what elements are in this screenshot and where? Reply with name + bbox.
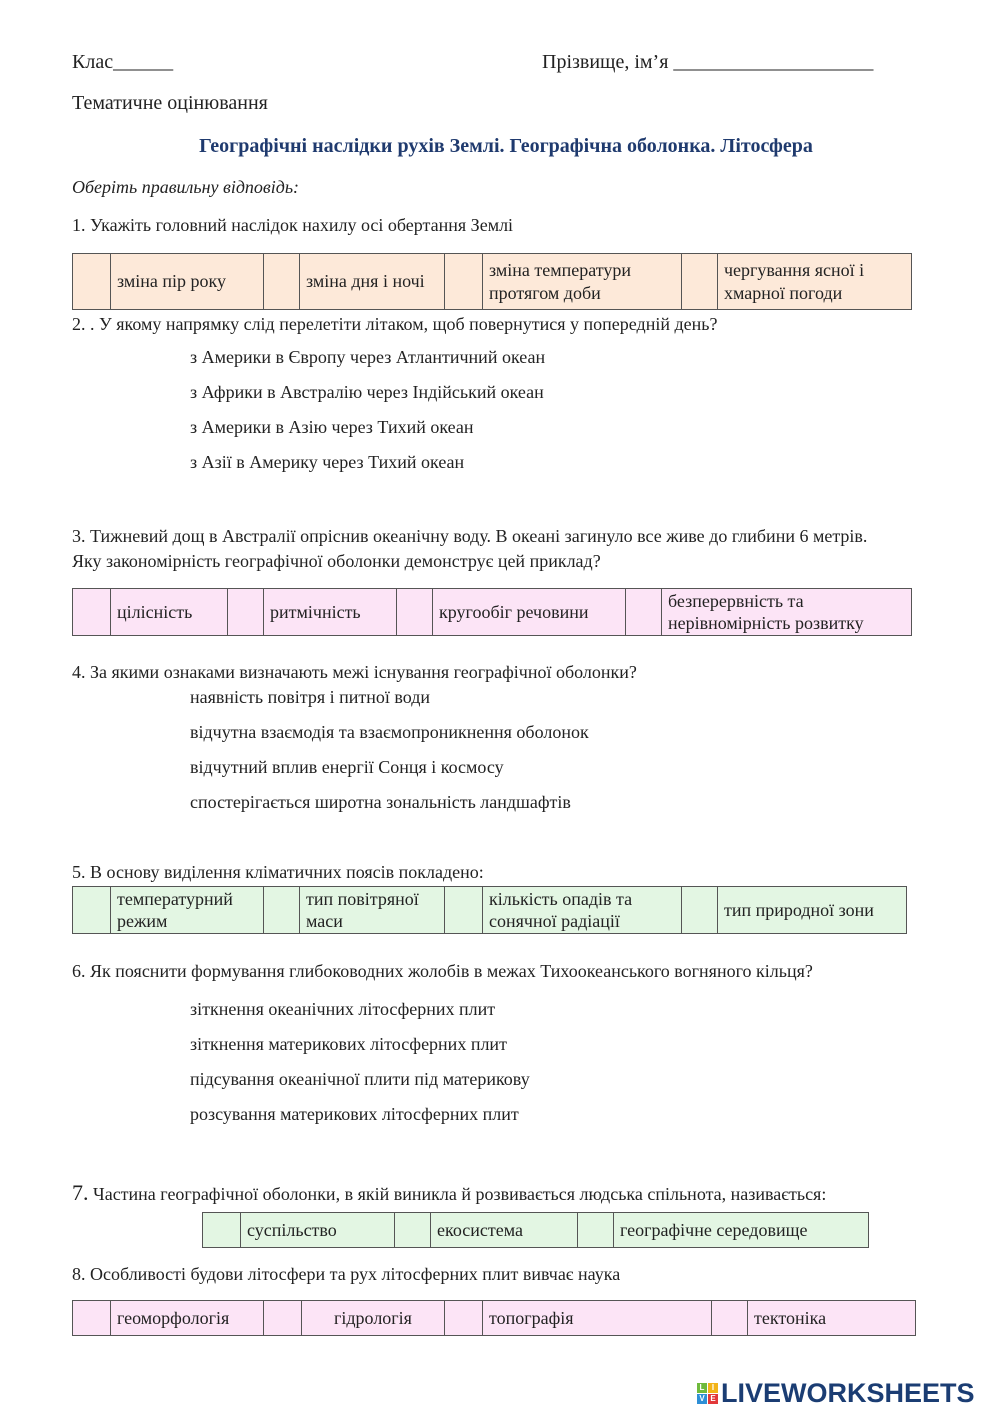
q8-option: топографія bbox=[483, 1301, 712, 1336]
q7-answer-cell[interactable] bbox=[395, 1213, 431, 1248]
q5-option: тип повітряної маси bbox=[300, 887, 445, 934]
question-7 bbox=[72, 1180, 826, 1206]
q8-answer-cell[interactable] bbox=[712, 1301, 748, 1336]
q4-option[interactable]: спостерігається широтна зональність ландшафтів bbox=[190, 792, 571, 812]
q4-option[interactable]: наявність повітря і питної води bbox=[190, 687, 431, 707]
page-title: Географічні наслідки рухів Землі. Географічна оболонка. Літосфера bbox=[199, 135, 813, 157]
q5-answer-cell[interactable] bbox=[445, 887, 483, 934]
q7-answer-cell[interactable] bbox=[578, 1213, 614, 1248]
q1-option: зміна дня і ночі bbox=[300, 254, 445, 310]
q7-answer-cell[interactable] bbox=[203, 1213, 241, 1248]
question-5: 5. В основу виділення кліматичних поясів покладено: bbox=[72, 862, 484, 882]
q8-option: геоморфологія bbox=[111, 1301, 264, 1336]
q3-answer-cell[interactable] bbox=[397, 589, 433, 636]
question-2: 2. . У якому напрямку слід перелетіти літаком, щоб повернутися у попередній день? bbox=[72, 314, 718, 334]
q1-options bbox=[72, 253, 912, 310]
q7-text: Частина географічної оболонки, в якій виникла й розвивається людська спільнота, називається: bbox=[93, 1184, 827, 1204]
q1-option: зміна температури протягом доби bbox=[483, 254, 682, 310]
q5-option: кількість опадів та сонячної радіації bbox=[483, 887, 682, 934]
assessment-label: Тематичне оцінювання bbox=[72, 92, 268, 114]
q2-option[interactable]: з Африки в Австралію через Індійський океан bbox=[190, 382, 544, 402]
q6-option[interactable]: розсування материкових літосферних плит bbox=[190, 1104, 519, 1124]
q8-options bbox=[72, 1300, 916, 1336]
question-3: 3. Тижневий дощ в Австралії опріснив океанічну воду. В океані загинуло все живе до глибини 6 метрів. bbox=[72, 526, 868, 546]
class-label: Клас______ bbox=[72, 51, 174, 73]
q1-option: чергування ясної і хмарної погоди bbox=[718, 254, 912, 310]
q7-number: 7. bbox=[72, 1180, 89, 1205]
question-8: 8. Особливості будови літосфери та рух літосферних плит вивчає наука bbox=[72, 1264, 621, 1284]
instruction: Оберіть правильну відповідь: bbox=[72, 177, 300, 197]
q3-option: ритмічність bbox=[264, 589, 397, 636]
q1-answer-cell[interactable] bbox=[445, 254, 483, 310]
question-3-line2: Яку закономірність географічної оболонки демонструє цей приклад? bbox=[72, 551, 601, 571]
q5-answer-cell[interactable] bbox=[73, 887, 111, 934]
q8-answer-cell[interactable] bbox=[73, 1301, 111, 1336]
q1-answer-cell[interactable] bbox=[682, 254, 718, 310]
q3-option: кругообіг речовини bbox=[433, 589, 626, 636]
q2-option[interactable]: з Америки в Європу через Атлантичний океан bbox=[190, 347, 546, 367]
q7-option: суспільство bbox=[241, 1213, 395, 1248]
q5-option: температурний режим bbox=[111, 887, 264, 934]
q7-option: географічне середовище bbox=[614, 1213, 869, 1248]
q4-option[interactable]: відчутний вплив енергії Сонця і космосу bbox=[190, 757, 504, 777]
q5-answer-cell[interactable] bbox=[264, 887, 300, 934]
q8-option: тектоніка bbox=[748, 1301, 916, 1336]
q5-options bbox=[72, 886, 907, 934]
q1-answer-cell[interactable] bbox=[264, 254, 300, 310]
question-6: 6. Як пояснити формування глибоководних жолобів в межах Тихоокеанського вогняного кільця? bbox=[72, 961, 813, 981]
q8-answer-cell[interactable] bbox=[445, 1301, 483, 1336]
q3-answer-cell[interactable] bbox=[626, 589, 662, 636]
q6-option[interactable]: зіткнення океанічних літосферних плит bbox=[190, 999, 496, 1019]
logo-text: LIVEWORKSHEETS bbox=[721, 1378, 975, 1408]
liveworksheets-logo bbox=[697, 1378, 975, 1409]
q3-options bbox=[72, 588, 912, 636]
q3-option: цілісність bbox=[111, 589, 228, 636]
q3-option: безперервність та нерівномірність розвитку bbox=[662, 589, 912, 636]
logo-mark-icon: L I V E bbox=[697, 1383, 718, 1404]
q3-answer-cell[interactable] bbox=[73, 589, 111, 636]
q7-option: екосистема bbox=[431, 1213, 578, 1248]
q3-answer-cell[interactable] bbox=[228, 589, 264, 636]
q2-option[interactable]: з Азії в Америку через Тихий океан bbox=[190, 452, 465, 472]
q1-option: зміна пір року bbox=[111, 254, 264, 310]
name-label: Прізвище, ім’я ____________________ bbox=[542, 51, 874, 73]
q6-option[interactable]: підсування океанічної плити під материкову bbox=[190, 1069, 530, 1089]
question-4: 4. За якими ознаками визначають межі існування географічної оболонки? bbox=[72, 662, 637, 682]
q4-option[interactable]: відчутна взаємодія та взаємопроникнення оболонок bbox=[190, 722, 589, 742]
q2-option[interactable]: з Америки в Азію через Тихий океан bbox=[190, 417, 474, 437]
q6-option[interactable]: зіткнення материкових літосферних плит bbox=[190, 1034, 507, 1054]
q7-options bbox=[202, 1212, 869, 1248]
q5-answer-cell[interactable] bbox=[682, 887, 718, 934]
question-1: 1. Укажіть головний наслідок нахилу осі обертання Землі bbox=[72, 215, 514, 235]
q8-answer-cell[interactable] bbox=[264, 1301, 302, 1336]
q1-answer-cell[interactable] bbox=[73, 254, 111, 310]
q5-option: тип природної зони bbox=[718, 887, 907, 934]
q8-option: гідрологія bbox=[302, 1301, 445, 1336]
